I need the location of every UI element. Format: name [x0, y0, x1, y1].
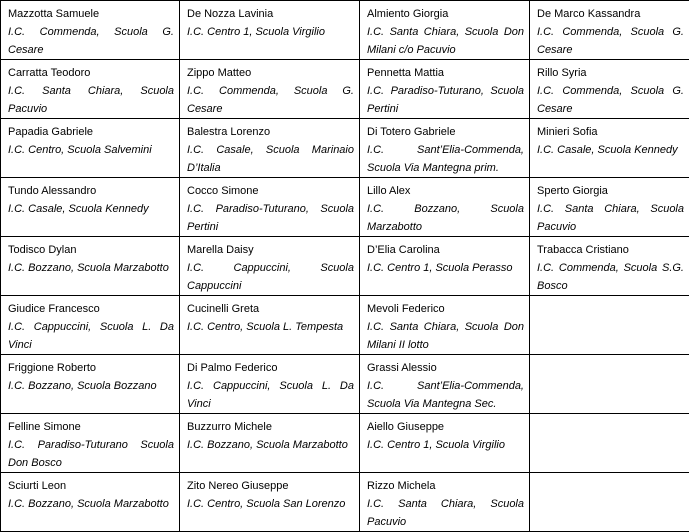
school-name: I.C. Commenda, Scuola G. Cesare	[187, 82, 354, 118]
student-name: Carratta Teodoro	[8, 64, 174, 82]
school-name: I.C. Bozzano, Scuola Marzabotto	[187, 436, 354, 454]
table-cell	[530, 237, 689, 296]
table-cell	[1, 355, 180, 414]
table-cell	[1, 473, 180, 532]
table-row	[1, 178, 689, 237]
table-cell	[360, 60, 530, 119]
school-name: I.C. Paradiso-Tuturano, Scuola Pertini	[367, 82, 524, 118]
school-name: I.C. Centro 1, Scuola Perasso	[367, 259, 524, 277]
table-body	[1, 1, 689, 532]
student-name: Cucinelli Greta	[187, 300, 354, 318]
table-cell	[360, 178, 530, 237]
school-name: I.C. Commenda, Scuola S.G. Bosco	[537, 259, 684, 295]
school-name: I.C. Sant’Elia-Commenda, Scuola Via Mantegna Sec.	[367, 377, 524, 413]
school-name: I.C. Santa Chiara, Scuola Pacuvio	[367, 495, 524, 531]
school-name: I.C. Santa Chiara, Scuola Pacuvio	[8, 82, 174, 118]
table-cell	[530, 1, 689, 60]
table-cell	[180, 414, 360, 473]
school-name: I.C. Bozzano, Scuola Marzabotto	[8, 259, 174, 277]
student-name: Zippo Matteo	[187, 64, 354, 82]
table-cell	[1, 296, 180, 355]
school-name: I.C. Commenda, Scuola G. Cesare	[537, 23, 684, 59]
table-cell	[180, 1, 360, 60]
table-cell	[180, 60, 360, 119]
student-name: Sciurti Leon	[8, 477, 174, 495]
student-name: Di Totero Gabriele	[367, 123, 524, 141]
school-name: I.C. Bozzano, Scuola Marzabotto	[8, 495, 174, 513]
school-name: I.C. Commenda, Scuola G. Cesare	[537, 82, 684, 118]
table-row	[1, 237, 689, 296]
school-name: I.C. Cappuccini, Scuola L. Da Vinci	[8, 318, 174, 354]
school-name: I.C. Casale, Scuola Kennedy	[8, 200, 174, 218]
student-name: Di Palmo Federico	[187, 359, 354, 377]
school-name: I.C. Centro, Scuola Salvemini	[8, 141, 174, 159]
table-cell	[180, 119, 360, 178]
table-cell	[530, 296, 689, 355]
school-name: I.C. Paradiso-Tuturano, Scuola Pertini	[187, 200, 354, 236]
school-name: I.C. Casale, Scuola Marinaio D’Italia	[187, 141, 354, 177]
table-row	[1, 119, 689, 178]
table-cell	[1, 60, 180, 119]
student-name: Minieri Sofia	[537, 123, 684, 141]
table-cell	[530, 60, 689, 119]
student-name: Friggione Roberto	[8, 359, 174, 377]
student-name: D’Elia Carolina	[367, 241, 524, 259]
student-name: Todisco Dylan	[8, 241, 174, 259]
school-name: I.C. Bozzano, Scuola Marzabotto	[367, 200, 524, 236]
student-name: Giudice Francesco	[8, 300, 174, 318]
table-row	[1, 355, 689, 414]
table-cell	[360, 237, 530, 296]
student-name: Balestra Lorenzo	[187, 123, 354, 141]
school-name: I.C. Cappuccini, Scuola L. Da Vinci	[187, 377, 354, 413]
school-name: I.C. Centro 1, Scuola Virgilio	[367, 436, 524, 454]
table-cell	[1, 178, 180, 237]
table-row	[1, 296, 689, 355]
table-cell	[1, 119, 180, 178]
table-cell	[360, 296, 530, 355]
table-cell	[530, 119, 689, 178]
table-row	[1, 60, 689, 119]
student-name: Grassi Alessio	[367, 359, 524, 377]
table-row	[1, 473, 689, 532]
table-cell	[360, 1, 530, 60]
table-cell	[1, 237, 180, 296]
school-name: I.C. Sant’Elia-Commenda, Scuola Via Mantegna prim.	[367, 141, 524, 177]
student-name: De Nozza Lavinia	[187, 5, 354, 23]
table-cell	[1, 1, 180, 60]
student-name: Lillo Alex	[367, 182, 524, 200]
student-name: Mevoli Federico	[367, 300, 524, 318]
school-name: I.C. Santa Chiara, Scuola Don Milani c/o Pacuvio	[367, 23, 524, 59]
school-name: I.C. Bozzano, Scuola Bozzano	[8, 377, 174, 395]
table-row	[1, 1, 689, 60]
table-cell	[180, 296, 360, 355]
school-name: I.C. Centro 1, Scuola Virgilio	[187, 23, 354, 41]
table-cell	[360, 414, 530, 473]
school-name: I.C. Santa Chiara, Scuola Pacuvio	[537, 200, 684, 236]
school-name: I.C. Paradiso-Tuturano Scuola Don Bosco	[8, 436, 174, 472]
table-cell	[180, 237, 360, 296]
table-cell	[360, 473, 530, 532]
school-name: I.C. Centro, Scuola L. Tempesta	[187, 318, 354, 336]
student-name: Aiello Giuseppe	[367, 418, 524, 436]
table-cell	[530, 414, 689, 473]
table-cell	[360, 119, 530, 178]
student-name: Rizzo Michela	[367, 477, 524, 495]
student-name: Rillo Syria	[537, 64, 684, 82]
student-name: Marella Daisy	[187, 241, 354, 259]
table-cell	[530, 355, 689, 414]
table-cell	[180, 178, 360, 237]
student-name: Felline Simone	[8, 418, 174, 436]
school-name: I.C. Centro, Scuola San Lorenzo	[187, 495, 354, 513]
student-name: Trabacca Cristiano	[537, 241, 684, 259]
student-name: Zito Nereo Giuseppe	[187, 477, 354, 495]
student-name: Papadia Gabriele	[8, 123, 174, 141]
student-name: Pennetta Mattia	[367, 64, 524, 82]
table-cell	[180, 473, 360, 532]
table-row	[1, 414, 689, 473]
student-name: De Marco Kassandra	[537, 5, 684, 23]
school-name: I.C. Commenda, Scuola G. Cesare	[8, 23, 174, 59]
table-cell	[360, 355, 530, 414]
table-cell	[1, 414, 180, 473]
school-name: I.C. Casale, Scuola Kennedy	[537, 141, 684, 159]
student-name: Almiento Giorgia	[367, 5, 524, 23]
student-name: Tundo Alessandro	[8, 182, 174, 200]
school-name: I.C. Santa Chiara, Scuola Don Milani II lotto	[367, 318, 524, 354]
table-cell	[180, 355, 360, 414]
student-name: Buzzurro Michele	[187, 418, 354, 436]
table-cell	[530, 473, 689, 532]
student-name: Sperto Giorgia	[537, 182, 684, 200]
student-name: Mazzotta Samuele	[8, 5, 174, 23]
table-cell	[530, 178, 689, 237]
school-name: I.C. Cappuccini, Scuola Cappuccini	[187, 259, 354, 295]
student-name: Cocco Simone	[187, 182, 354, 200]
